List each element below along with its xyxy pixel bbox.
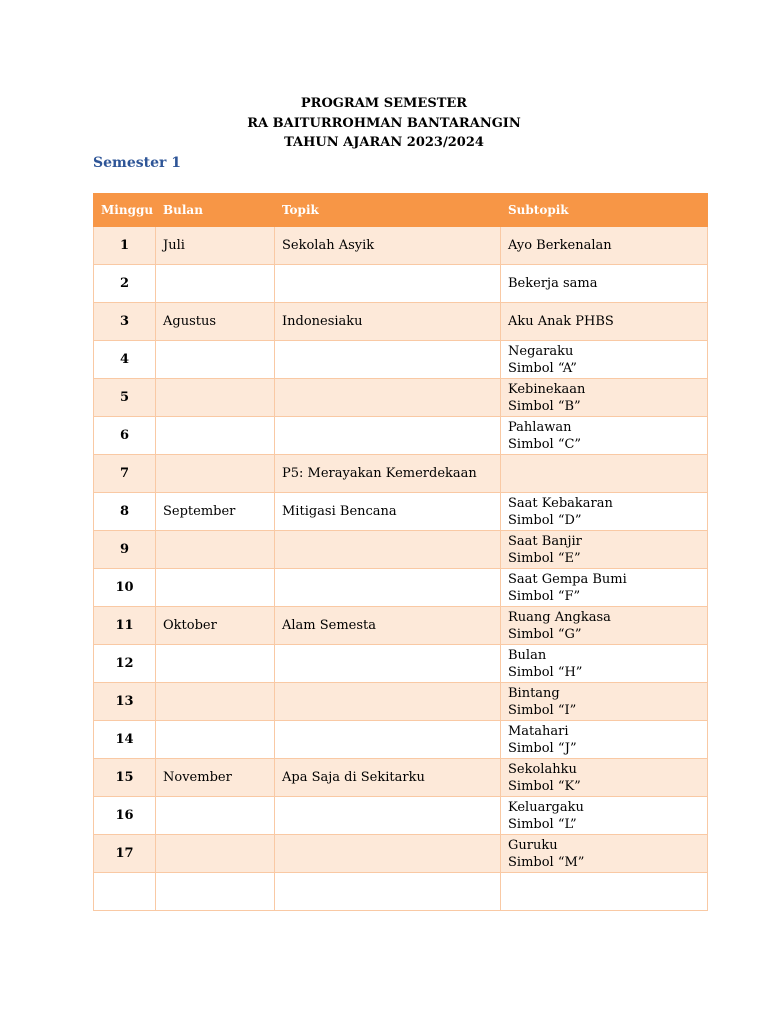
cell-bulan — [156, 683, 275, 721]
table-row — [94, 645, 708, 683]
cell-subtopik — [501, 835, 708, 873]
cell-bulan: November — [156, 759, 275, 797]
subtopik-symbol: Simbol “L” — [508, 816, 577, 832]
cell-bulan: Juli — [156, 227, 275, 265]
cell-topik: Mitigasi Bencana — [275, 493, 501, 531]
subtopik-symbol: Simbol “C” — [508, 436, 582, 452]
cell-subtopik — [501, 493, 708, 531]
subtopik-symbol: Simbol “B” — [508, 398, 581, 414]
subtopik-symbol: Simbol “E” — [508, 550, 581, 566]
table-row — [94, 873, 708, 911]
cell-minggu: 16 — [94, 797, 156, 835]
cell-bulan: September — [156, 493, 275, 531]
table-row — [94, 607, 708, 645]
subtopik-title: Sekolahku — [508, 761, 577, 777]
subtopik-title: Ayo Berkenalan — [508, 238, 612, 253]
column-header-minggu: Minggu — [94, 194, 156, 227]
cell-topik — [275, 569, 501, 607]
subtopik-title: Matahari — [508, 723, 569, 739]
table-header-row — [94, 194, 708, 227]
cell-minggu: 17 — [94, 835, 156, 873]
cell-topik — [275, 265, 501, 303]
table-row — [94, 455, 708, 493]
cell-bulan: Agustus — [156, 303, 275, 341]
cell-bulan — [156, 721, 275, 759]
cell-topik: Alam Semesta — [275, 607, 501, 645]
table-row — [94, 683, 708, 721]
cell-subtopik — [501, 759, 708, 797]
subtopik-symbol: Simbol “K” — [508, 778, 581, 794]
cell-topik — [275, 873, 501, 911]
cell-bulan — [156, 569, 275, 607]
cell-minggu: 14 — [94, 721, 156, 759]
subtopik-title: Guruku — [508, 837, 558, 853]
cell-bulan: Oktober — [156, 607, 275, 645]
cell-subtopik — [501, 607, 708, 645]
cell-subtopik — [501, 797, 708, 835]
cell-minggu: 13 — [94, 683, 156, 721]
cell-bulan — [156, 645, 275, 683]
table-row — [94, 227, 708, 265]
cell-minggu: 9 — [94, 531, 156, 569]
subtopik-title: Saat Kebakaran — [508, 495, 613, 511]
subtopik-title: Pahlawan — [508, 419, 572, 435]
subtopik-title: Saat Banjir — [508, 533, 582, 549]
subtopik-title: Ruang Angkasa — [508, 609, 611, 625]
cell-topik — [275, 379, 501, 417]
cell-bulan — [156, 341, 275, 379]
subtopik-title: Bulan — [508, 647, 547, 663]
cell-subtopik — [501, 417, 708, 455]
subtopik-title: Aku Anak PHBS — [508, 314, 614, 329]
subtopik-title: Bintang — [508, 685, 560, 701]
cell-topik: Indonesiaku — [275, 303, 501, 341]
table-row — [94, 265, 708, 303]
column-header-topik: Topik — [275, 194, 501, 227]
subtopik-title: Keluargaku — [508, 799, 584, 815]
table-row — [94, 835, 708, 873]
header-institution: RA BAITURROHMAN BANTARANGIN — [247, 115, 521, 131]
cell-minggu: 1 — [94, 227, 156, 265]
subtopik-symbol: Simbol “A” — [508, 360, 577, 376]
cell-minggu: 3 — [94, 303, 156, 341]
cell-subtopik — [501, 341, 708, 379]
cell-topik — [275, 417, 501, 455]
cell-topik — [275, 721, 501, 759]
table-row — [94, 569, 708, 607]
header-year: TAHUN AJARAN 2023/2024 — [284, 135, 484, 150]
cell-bulan — [156, 873, 275, 911]
table-body — [94, 227, 708, 911]
cell-topik: P5: Merayakan Kemerdekaan — [275, 455, 501, 493]
column-header-subtopik: Subtopik — [501, 194, 708, 227]
cell-minggu: 15 — [94, 759, 156, 797]
cell-bulan — [156, 379, 275, 417]
subtopik-symbol: Simbol “G” — [508, 626, 582, 642]
cell-subtopik — [501, 379, 708, 417]
cell-subtopik — [501, 303, 708, 341]
cell-subtopik — [501, 683, 708, 721]
table-row — [94, 303, 708, 341]
cell-minggu: 5 — [94, 379, 156, 417]
cell-minggu: 11 — [94, 607, 156, 645]
table-row — [94, 493, 708, 531]
cell-bulan — [156, 835, 275, 873]
cell-topik — [275, 683, 501, 721]
subtopik-symbol: Simbol “M” — [508, 854, 585, 870]
cell-topik — [275, 645, 501, 683]
cell-minggu: 7 — [94, 455, 156, 493]
cell-bulan — [156, 797, 275, 835]
document-header — [0, 94, 768, 153]
cell-bulan — [156, 455, 275, 493]
cell-topik — [275, 531, 501, 569]
subtopik-symbol: Simbol “D” — [508, 512, 582, 528]
table-row — [94, 417, 708, 455]
semester-heading: Semester 1 — [93, 155, 181, 171]
cell-minggu: 6 — [94, 417, 156, 455]
cell-subtopik — [501, 569, 708, 607]
subtopik-title: Kebinekaan — [508, 381, 586, 397]
cell-minggu: 12 — [94, 645, 156, 683]
cell-topik — [275, 341, 501, 379]
cell-subtopik — [501, 455, 708, 493]
cell-minggu: 2 — [94, 265, 156, 303]
cell-topik: Sekolah Asyik — [275, 227, 501, 265]
table-row — [94, 341, 708, 379]
table-row — [94, 379, 708, 417]
cell-bulan — [156, 531, 275, 569]
cell-topik — [275, 797, 501, 835]
subtopik-symbol: Simbol “F” — [508, 588, 581, 604]
cell-subtopik — [501, 227, 708, 265]
table-row — [94, 759, 708, 797]
cell-minggu — [94, 873, 156, 911]
cell-subtopik — [501, 531, 708, 569]
table-row — [94, 797, 708, 835]
cell-minggu: 8 — [94, 493, 156, 531]
table-row — [94, 721, 708, 759]
table-row — [94, 531, 708, 569]
cell-subtopik — [501, 265, 708, 303]
schedule-table — [93, 193, 708, 911]
header-title: PROGRAM SEMESTER — [300, 96, 468, 111]
cell-minggu: 4 — [94, 341, 156, 379]
column-header-bulan: Bulan — [156, 194, 275, 227]
subtopik-symbol: Simbol “I” — [508, 702, 577, 718]
cell-subtopik — [501, 873, 708, 911]
cell-minggu: 10 — [94, 569, 156, 607]
subtopik-title: Saat Gempa Bumi — [508, 571, 627, 587]
cell-bulan — [156, 417, 275, 455]
cell-topik: Apa Saja di Sekitarku — [275, 759, 501, 797]
subtopik-symbol: Simbol “J” — [508, 740, 577, 756]
subtopik-symbol: Simbol “H” — [508, 664, 583, 680]
cell-bulan — [156, 265, 275, 303]
subtopik-title: Negaraku — [508, 343, 574, 359]
subtopik-title: Bekerja sama — [508, 276, 598, 291]
cell-subtopik — [501, 721, 708, 759]
cell-topik — [275, 835, 501, 873]
cell-subtopik — [501, 645, 708, 683]
